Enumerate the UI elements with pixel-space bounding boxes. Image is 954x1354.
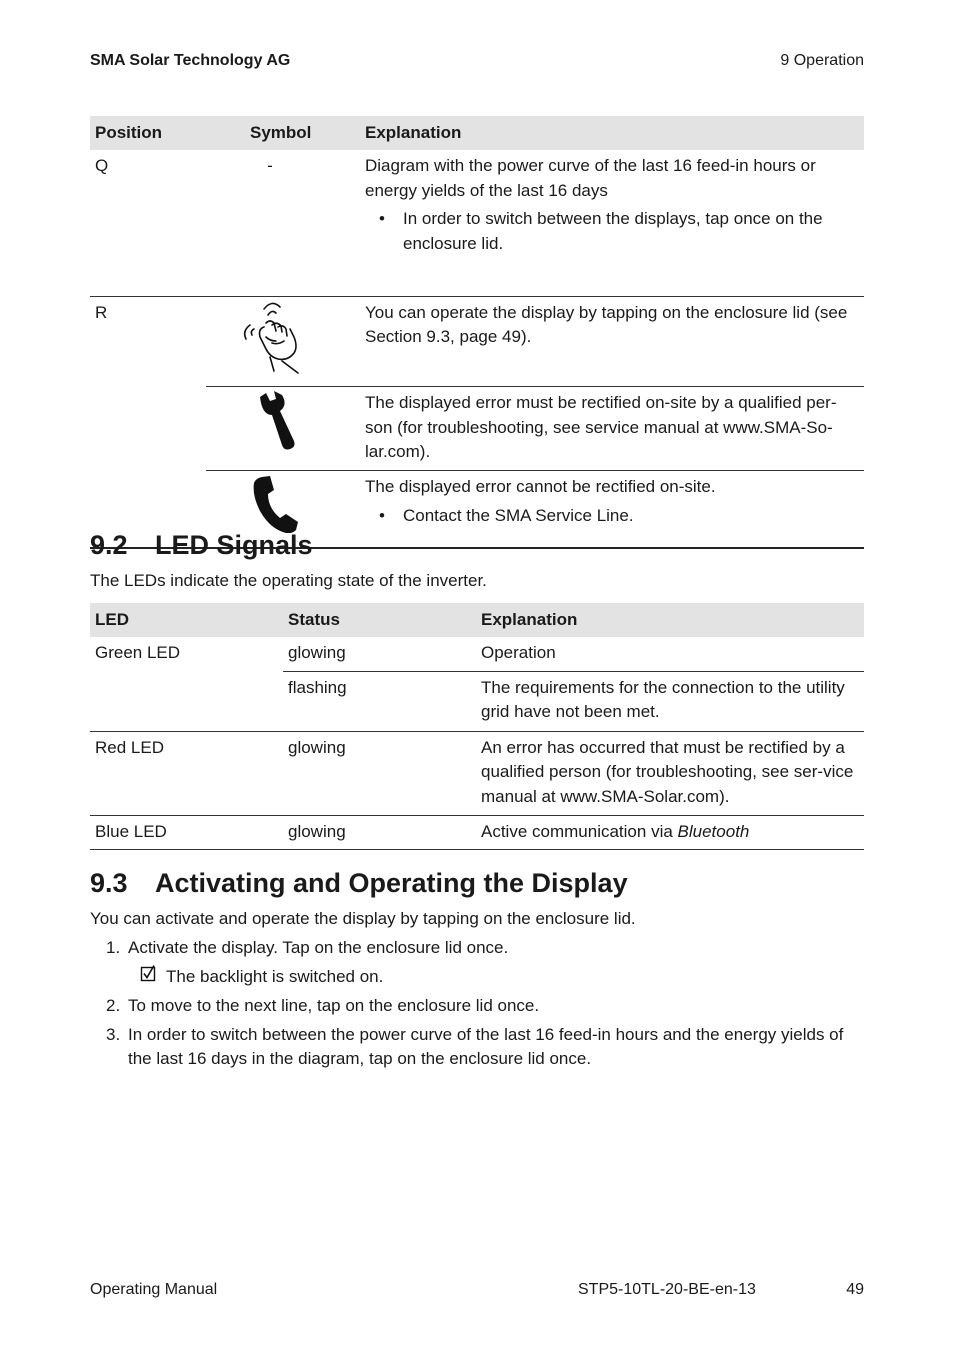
bluetooth-term: Bluetooth bbox=[677, 821, 750, 841]
led-name: Blue LED bbox=[90, 815, 283, 849]
col-header-led: LED bbox=[90, 603, 283, 637]
list-item bbox=[90, 994, 864, 1019]
led-status: glowing bbox=[283, 731, 476, 815]
led-explanation: The requirements for the connection to the utility grid have not been met. bbox=[476, 671, 864, 731]
explanation-text: The displayed error cannot be rectified on-site. bbox=[365, 477, 716, 496]
col-header-position: Position bbox=[90, 116, 206, 150]
symbol-table bbox=[90, 116, 864, 549]
instruction-steps bbox=[90, 936, 864, 1076]
step-text: Activate the display. Tap on the enclosure lid once. bbox=[128, 938, 509, 957]
footer-doc-id: STP5-10TL-20-BE-en-13 bbox=[578, 1281, 756, 1298]
led-explanation: Operation bbox=[476, 637, 864, 671]
col-header-status: Status bbox=[283, 603, 476, 637]
row-symbol-dash: - bbox=[206, 150, 360, 296]
section-heading-led bbox=[90, 530, 313, 561]
led-explanation bbox=[476, 815, 864, 849]
header-chapter: 9 Operation bbox=[780, 52, 864, 69]
result-text: The backlight is switched on. bbox=[166, 966, 384, 986]
section-intro: You can activate and operate the display by tapping on the enclosure lid. bbox=[90, 909, 636, 928]
step-number: 3. bbox=[106, 1024, 121, 1044]
row-explanation bbox=[360, 471, 864, 548]
footer-title: Operating Manual bbox=[90, 1281, 218, 1298]
page-number: 49 bbox=[846, 1281, 864, 1298]
row-explanation: The displayed error must be rectified on-site by a qualified per-son (for troubleshooting, see service manual at www.SMA-So-lar.com). bbox=[360, 387, 864, 471]
section-number: 9.3 bbox=[90, 868, 128, 898]
col-header-explanation: Explanation bbox=[360, 116, 864, 150]
wrench-icon bbox=[252, 391, 302, 451]
table-row bbox=[90, 731, 864, 815]
led-explanation: An error has occurred that must be rectified by a qualified person (for troubleshooting, see ser-vice manual at www.SMA-Solar.com). bbox=[476, 731, 864, 815]
table-row bbox=[90, 387, 864, 471]
step-result bbox=[128, 965, 864, 990]
table-row bbox=[90, 637, 864, 671]
table-header-row bbox=[90, 603, 864, 637]
section-title: Activating and Operating the Display bbox=[155, 868, 628, 898]
list-item bbox=[90, 936, 864, 989]
row-position: R bbox=[90, 296, 206, 548]
row-explanation: You can operate the display by tapping on the enclosure lid (see Section 9.3, page 49). bbox=[360, 296, 864, 387]
section-number: 9.2 bbox=[90, 530, 128, 560]
row-position: Q bbox=[90, 150, 206, 296]
led-table bbox=[90, 603, 864, 850]
led-name: Red LED bbox=[90, 731, 283, 815]
led-name: Green LED bbox=[90, 637, 283, 731]
list-item bbox=[90, 1023, 864, 1072]
checkbox-checked-icon bbox=[140, 965, 157, 990]
col-header-explanation: Explanation bbox=[476, 603, 864, 637]
led-status: flashing bbox=[283, 671, 476, 731]
row-explanation bbox=[360, 150, 864, 296]
step-text: To move to the next line, tap on the enclosure lid once. bbox=[128, 995, 540, 1015]
section-title: LED Signals bbox=[155, 530, 313, 560]
section-intro: The LEDs indicate the operating state of the inverter. bbox=[90, 571, 487, 590]
step-number: 2. bbox=[106, 995, 121, 1015]
header-company: SMA Solar Technology AG bbox=[90, 52, 291, 69]
col-header-symbol: Symbol bbox=[206, 116, 360, 150]
explanation-bullet: • Contact the SMA Service Line. bbox=[365, 504, 859, 529]
section-heading-display bbox=[90, 868, 628, 899]
row-symbol bbox=[206, 387, 360, 471]
explanation-prefix: Active communication via bbox=[481, 821, 678, 841]
explanation-bullet: • In order to switch between the displays, tap once on the enclosure lid. bbox=[365, 207, 859, 256]
tap-hand-icon bbox=[242, 301, 312, 375]
table-row bbox=[90, 815, 864, 849]
row-symbol bbox=[206, 296, 360, 387]
manual-page bbox=[90, 0, 864, 1354]
phone-icon bbox=[252, 475, 302, 533]
table-row bbox=[90, 296, 864, 387]
step-text: In order to switch between the power curve of the last 16 feed-in hours and the energy yields of the last 16 days in the diagram, tap on the enclosure lid once. bbox=[128, 1024, 844, 1068]
step-number: 1. bbox=[106, 938, 121, 957]
table-header-row bbox=[90, 116, 864, 150]
explanation-text: Diagram with the power curve of the last 16 feed-in hours or energy yields of the last 16 days bbox=[365, 156, 816, 200]
led-status: glowing bbox=[283, 815, 476, 849]
led-status: glowing bbox=[283, 637, 476, 671]
table-row bbox=[90, 150, 864, 296]
